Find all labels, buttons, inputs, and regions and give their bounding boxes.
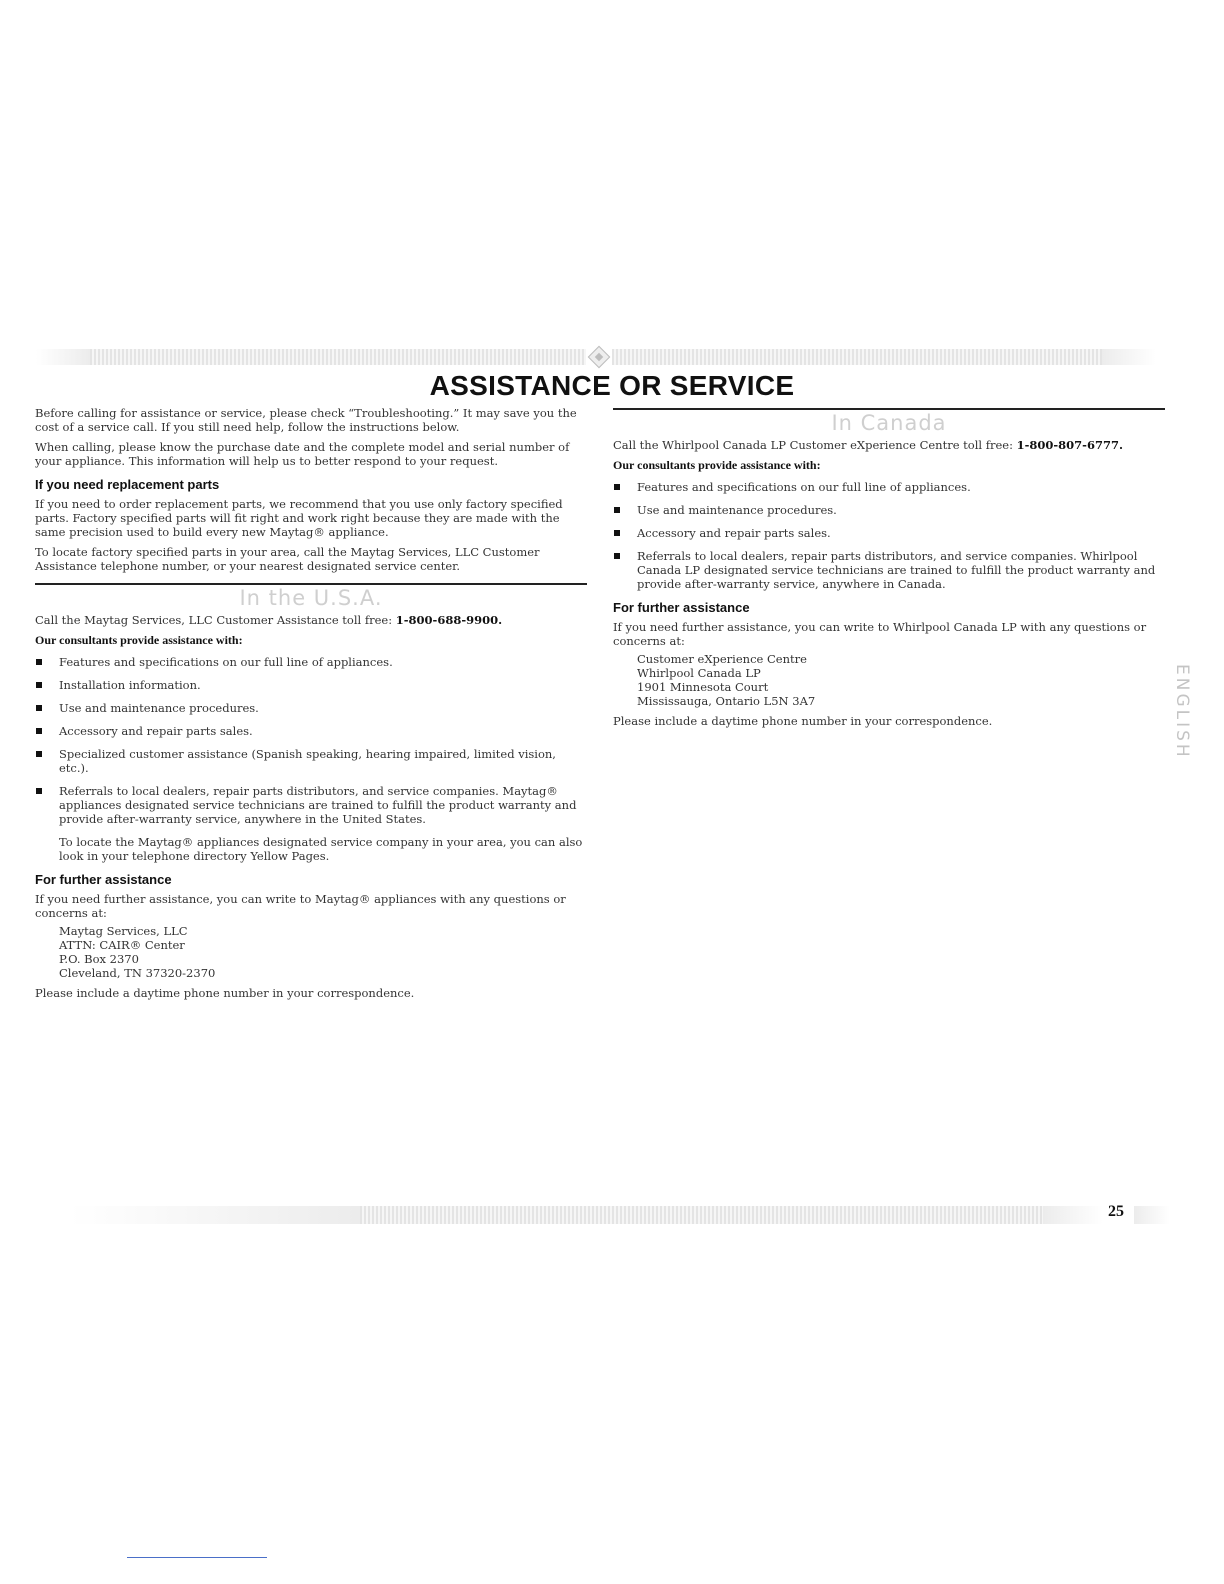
- bullet-square-icon: [614, 484, 620, 490]
- address-line: 1901 Minnesota Court: [637, 680, 769, 694]
- footer-band: [360, 1206, 1043, 1224]
- intro-paragraph-1: Before calling for assistance or service, please check “Troubleshooting.” It may save you the cost of a service call. If you still need help, follow the instructions below.: [35, 406, 577, 434]
- bullet-square-icon: [614, 530, 620, 536]
- intro-paragraph-2: When calling, please know the purchase date and the complete model and serial number of your appliance. This information will help us to better respond to your request.: [35, 440, 570, 468]
- address-line: Cleveland, TN 37320-2370: [59, 966, 216, 980]
- header-band-left-fade: [36, 349, 90, 365]
- canada-assistance-list: [613, 480, 1165, 591]
- bullet-square-icon: [36, 788, 42, 794]
- address-line: ATTN: CAIR® Center: [59, 938, 185, 952]
- canada-consultants-heading: Our consultants provide assistance with:: [613, 458, 821, 472]
- right-column: [613, 408, 1165, 734]
- canada-further-assistance-text: If you need further assistance, you can write to Whirlpool Canada LP with any questions or concerns at:: [613, 620, 1147, 648]
- address-line: Maytag Services, LLC: [59, 924, 188, 938]
- list-item: Accessory and repair parts sales.: [35, 724, 587, 738]
- bullet-square-icon: [36, 728, 42, 734]
- list-item: Use and maintenance procedures.: [613, 503, 1165, 517]
- canada-call-text: Call the Whirlpool Canada LP Customer eXperience Centre toll free:: [613, 438, 1013, 452]
- usa-mailing-address: [35, 924, 587, 980]
- page-title: ASSISTANCE OR SERVICE: [429, 370, 795, 401]
- canada-phone-number: 1-800-807-6777.: [1016, 438, 1123, 452]
- replacement-parts-heading: If you need replacement parts: [35, 477, 220, 492]
- left-column: [35, 406, 587, 1006]
- canada-further-assistance-heading: For further assistance: [613, 600, 750, 615]
- address-line: Whirlpool Canada LP: [637, 666, 761, 680]
- usa-assistance-list: [35, 655, 587, 826]
- list-item: Referrals to local dealers, repair parts distributors, and service companies. Whirlpool Canada LP designated service technicians are trained to fulfill the product warranty and provide after-warranty service, anywhere in Canada.: [613, 549, 1165, 591]
- canada-mailing-address: [613, 652, 1165, 708]
- usa-locate-paragraph: To locate the Maytag® appliances designated service company in your area, you can also look in your telephone directory Yellow Pages.: [59, 835, 583, 863]
- canada-section-rule: [613, 408, 1165, 410]
- canada-closing-note: Please include a daytime phone number in your correspondence.: [613, 714, 993, 728]
- footnote-rule: [127, 1557, 267, 1558]
- list-item: Features and specifications on our full line of appliances.: [35, 655, 587, 669]
- footer-band-right-fade: [1043, 1206, 1103, 1224]
- list-item: Accessory and repair parts sales.: [613, 526, 1165, 540]
- footer-band-tail: [1134, 1206, 1170, 1224]
- bullet-square-icon: [614, 507, 620, 513]
- list-item: Referrals to local dealers, repair parts distributors, and service companies. Maytag® appliances designated service technicians are trained to fulfill the product warranty and provide after-warranty service, anywhere in the United States.: [35, 784, 587, 826]
- header-band-right: [612, 349, 1102, 365]
- usa-further-assistance-text: If you need further assistance, you can write to Maytag® appliances with any questions or concerns at:: [35, 892, 566, 920]
- list-item: Specialized customer assistance (Spanish speaking, hearing impaired, limited vision, etc.).: [35, 747, 587, 775]
- address-line: P.O. Box 2370: [59, 952, 139, 966]
- bullet-square-icon: [36, 751, 42, 757]
- bullet-square-icon: [36, 659, 42, 665]
- address-line: Mississauga, Ontario L5N 3A7: [637, 694, 816, 708]
- usa-consultants-heading: Our consultants provide assistance with:: [35, 633, 243, 647]
- canada-section-heading: In Canada: [831, 411, 947, 435]
- canada-call-line: [613, 438, 1165, 452]
- bullet-square-icon: [36, 682, 42, 688]
- page-number: 25: [1108, 1203, 1124, 1220]
- list-item: Features and specifications on our full line of appliances.: [613, 480, 1165, 494]
- list-item: Installation information.: [35, 678, 587, 692]
- usa-closing-note: Please include a daytime phone number in your correspondence.: [35, 986, 415, 1000]
- usa-call-text: Call the Maytag Services, LLC Customer Assistance toll free:: [35, 613, 393, 627]
- usa-section-rule: [35, 583, 587, 585]
- address-line: Customer eXperience Centre: [637, 652, 807, 666]
- bullet-square-icon: [36, 705, 42, 711]
- header-band-left: [90, 349, 586, 365]
- replacement-parts-paragraph-2: To locate factory specified parts in your area, call the Maytag Services, LLC Customer Assistance telephone number, or your nearest designated service center.: [35, 545, 540, 573]
- side-language-label: ENGLISH: [1172, 664, 1192, 760]
- bullet-square-icon: [614, 553, 620, 559]
- footer-band-left-fade: [70, 1206, 360, 1224]
- usa-call-line: [35, 613, 587, 627]
- usa-further-assistance-heading: For further assistance: [35, 872, 172, 887]
- usa-phone-number: 1-800-688-9900.: [395, 613, 503, 627]
- replacement-parts-paragraph-1: If you need to order replacement parts, we recommend that you use only factory specified parts. Factory specified parts will fit right and work right because they are made with the same precision used to build every new Maytag® appliance.: [35, 497, 563, 539]
- usa-section-heading: In the U.S.A.: [239, 586, 383, 610]
- list-item: Use and maintenance procedures.: [35, 701, 587, 715]
- header-band-right-fade: [1102, 349, 1156, 365]
